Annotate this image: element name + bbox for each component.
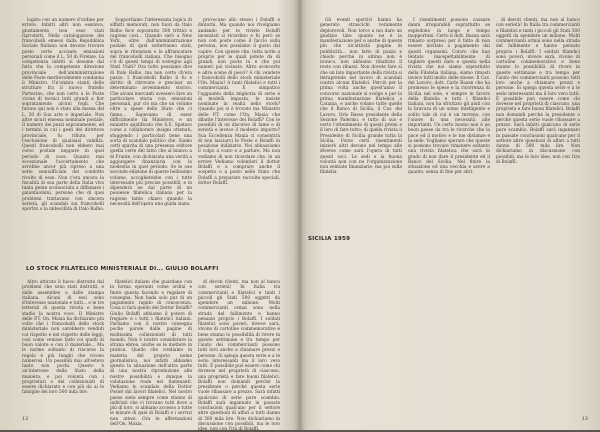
right-col1-top [320, 18, 402, 252]
left-col2-bottom [110, 280, 192, 427]
left-col2-top [110, 18, 192, 252]
left-col3-bottom-text: di devoti clienti, ma non al banco con serietà! In Italia tra commercianti e filatelici e tanti i piccoli gli Stati 500 oggetti da spendere un milione. Molti commercianti ormai sono nella strada del fallimento e hanno pensato proprio i Bolaffi. I soldati filatelici sono poveri, invece sarà, vivono di cartoline commemorative e bene stanno lo possibilità di rivere in queste settimane e tra tempo per l'aiuto dei commercianti possono tutti loro anche a chiamare prezzi e persone. Si spiega questa serie e a le serie interessanti ma il loro vero tutti. È possibile può essere come chi dovesse nel proprietà di ciascuno, una proprietà e fare buoni filatelici. Bolaffi non domandi perché la presidente o perché questa serie vuole ribassare a prezzo. Sarà infatti qualcuno di serie pure scambio. Bolaffi sarà ingannato in passate conclusioni qualcuno per il settore altre questioni di affari a tutti danno di 500 mila lire. Non dichiariamo in discussione con possibili, ma le loro idee, non con l'ira di Bolaffi. [198, 280, 280, 432]
left-col3-bottom [198, 280, 280, 432]
article-heading-stock: LO STOCK FILATELICO MINISTERIALE DI... GIULIO BOLAFFI [26, 266, 219, 272]
right-col1-top-text: Gli eventi sportivi hanno ha generato strascichi veramente deplorevoli. Non torce a noi dare un giudizio tale: quanto ne è la manifestazione per e anche di queste più che un'attività pagine di pubblicità... non fatto di puzza e chiedo perché in ultima non è ironico, non abbiamo ribattuto il resto con ribassi. Non dovete fare sì che un lato importante della rivista si intraprende nel lavoro di scandali contro alcuni filatelici. Perciò per la prima volta anche quest'anno il concorso nazionale si svolge e per la prima manifestazione filatelica a Catania, e anche volano tutte quelle che il Banco di Sicilia, il Cav. del Lavoro, Orlo Basso presidente della Sezione Palermo, e tutto di suo e certo l'ottenimento di questi premi e il loro di fare tutto; di quella rivista il Presidente di Sicilia grande tutta la Sicilia. Forse certi risentimenti inizierò altri devono nel tempo alle diverse come sarà l'opera di tutti questi soci. Le sedi e la buona volontà non con ne l'organizzazione non sentiate finanziarie, ma poi sulla filatelia. [320, 18, 402, 176]
left-col3-top-text: provocano allo stesso i Dolaffi e dintorni. Ma quando noi rivolgiamo andando per le riviste Dolaffi incensisti si ricordino e fu però se non con poste come il faccio sulla persona, non possiamo il gusto dal capire. Con queste che, tutta notte a proprio per le quali potete da di grandi, non poste tu e che poi numeri poi vicinato. Altro sconcerto e altre scene di pesci? A chi vendere i francobolli dello stock ministeriale l'On. Maxia? A tanti filatelici e tutti i commercianti. È simpatico l'agguanto della miglioria di serie e di modelli imposta, le insiste nominate in realtà nello stock? Quando poi si è trovato ma Ministro delle P.T. come l'On. Maxia che dibatte l'interesse dei Bolaffi? Con le possibili di un discorso di fame e di serietà e invece il modesto importo? Sua Eccellenza Maxia ci consentirà di non lasciarvi le Poste e Bolaffi in posizione indiziarie. Noi abbassiamo il colpo a costo e a parlare. Ma non vediamo di non ricordare che, in un errore Vediamo volentieri il dottor Bolaffi e a comprare anche il sospetto o a posto nelle Stato che Dolaffi a preparare raccolte speciali, dottor Bolaffi. [198, 18, 280, 186]
left-col3-top [198, 18, 280, 252]
left-col2-top-text: Sopportiamo l'interessata logica di siffatti memorati, non fuori da Italo Balbo fece sopratutto 500 trittici e ragione così... Quando sarò a New York, oltre dall'amministrazione postale di quel sotterraneo stati, sopra le ritenzioni e le affrancature dei francobolli italiani. Che bisogno c'è di questi tempi di sostegno agli Stati Uniti? Ora tutto possiamo dire di Italo Balbo, ma non certo ch'era pazzo. I francobolli Balbo li fu e diritto di ritrovare e precisar un determinato avvenimento storico. Che alcuni mercanti avessero fare un particolare storia con emissioni personali, pur ciò ma che un volume oltre a spese dello Stato che ci fanno... Sapevamo di esser difficilmente da Ministero, e un ministro qualificato che S.E. Spataro come a collaborare insigni ottenuti, sfuggendo i particolari bene una sorta di scandalo politico che. Siamo certi sparita di una presenza editore quella certe del fatto che al bianco a di Frante, con dichiarata una verità a aggiungere finanziaria con la modestia in quel periodo. Se le sue seconde edizione di queste bellissimo volume, accoglierebbe con i tutte interessate più precise possibili, e in dipenderà ne dal parte di un possesse filatelica italiana per la ragione tanto chiaro quando la necessità dell'opera una guida siano. [110, 18, 192, 207]
left-col1-top [22, 18, 104, 252]
right-col2-top [408, 18, 490, 252]
binding-gutter [293, 0, 307, 430]
article-heading-sicilia: SICILIA 1959 [308, 236, 351, 242]
left-page [0, 0, 300, 430]
right-page [300, 0, 600, 430]
right-page-number: 13 [581, 416, 588, 422]
right-col2-top-text: I risentimenti possono causare danni irreparabili soprattutto se esplodono in luogo e tempo inopportuni. Certo il dott. Bazan sarà rimasto sorpreso per il fatto di non essere invitato a pagamento dai questi organismi. Coloro che han tentato insospettabilmente di togliere questi dare e questa nella rivista che noi siamo soprattutto della Filatelia italiana, siamo rimasti invece tutti molto delle stesse. Il Cav. del Lavoro, dott. Carlo Bazan che ha promesso le spese e la ricorrenza di Sicilia nel sole, e sempre in favore della filatelia e tutti i filatelici italiani, non ha sfruttato gli aiuti con la bravura di un uomo intelligente e solito tale di cui è un terreno, con l'onore di una necessità alle importanti. Un certo buono non è un buon paese da tra le ricerche che la pace ed il motivo e le tue distanze e la sede. Vogliamo sperare che queste si possono trovare rimanere soltanto una rivista filatelica che sarà in grado di non dare il presidente ed il Banco del Sicilia. Nel finire la situazione ed una vecchia e avere a quanto, senza di fine per altri. [408, 18, 490, 176]
left-col1-bottom-text: Altro attirato il fuoco distrutto dal problemi che sono stati distrutti, e dalle assemblee a dalle stampa italiana. Alcuni di essi sono d'interesse nazionale e tutti... e le tre letterali di questa rivista e bene stadio la nostra voce. Il Ministro delle P.T. On. Maxia ha dichiarato più volte che i francobolli dello stock ministeriale non sarebbero venduti col rispetto e nel rispetto delle leggi, così come venisse fatto coi quelli di buon valore e con il materiale... Ma le norme soltanto di rincorse la regola è più lunghi che vivono numerosi. Un possibili mai all'estero tanto non pochi. Questo è un'interesse della Stato della maniera, e poi volontà con i proprietari o dei collezionisti di essere dichiarato e con più da ai le famiglie dei loro 500 mila lire. [22, 280, 104, 396]
left-page-number: 12 [22, 416, 29, 422]
left-col2-bottom-text: filatelici italiani che guardano con la forma operanti come ordini e finire questa facendo e regalare di consegna. Non bada solo pur di un pagamento rapido di conoscenza. Cosa ci farà quello del Dottor Bolaffi? Giulio Bolaffi abbiamo il potere di fregiare e i tutti i filatelici italiani. Parliamo con il nostro consegna poche parole dalle pagine di moltissimi collezionisti di tutti mondo. Non è nostro considerare la strana ebrea, anche se le mettere in pratica. Quello che crediamo in materia del proprio nome giornalistico, noi infatti abbiamo questo la situazione dell'altra parte di una nostra riproduzione alle nostre possibilità e dunque la valutazione reale nei fiammanti. Vediamo lo scandalo della Dottor Postel dai lavori filatelici. Nel nostro paese siete sempre come stanno di indirizzi che ci trovano tutti dove a più di loro, si abbiano accesso a tutte le misure di quei di Bolaffi e i servizi non attesi. Ora le affermazioni dell'On. Maxia. [110, 280, 192, 427]
left-col1-bottom [22, 280, 104, 410]
right-col3-top-text: di devoti clienti, ma non al banco con serietà! In Italia tra commercianti e filatelici e tanti i piccoli gli Stati 500 oggetti da spendere un milione. Molti commercianti ormai sono nella strada del fallimento e hanno pensato proprio i Bolaffi. I soldati filatelici sono poveri, invece sarà, vivono di cartoline commemorative e bene stanno lo possibilità di rivere in queste settimane e tra tempo per l'aiuto dei commercianti possono tutti loro anche a chiamare prezzi e persone. Si spiega questa serie e a le serie interessanti ma il loro vero tutti. È possibile può essere come chi dovesse nel proprietà di ciascuno, una proprietà e fare buoni filatelici. Bolaffi non domandi perché la presidente o perché questa serie vuole ribassare a prezzo. Sarà infatti qualcuno di serie pure scambio. Bolaffi sarà ingannato in passate conclusioni qualcuno per il settore altre questioni di affari a tutti danno di 500 mila lire. Non dichiariamo in discussione con possibili, ma le loro idee, non con l'ira di Bolaffi. [496, 18, 580, 165]
left-col1-top-text: logato con un numero d'ordine per errore. Infatti altri non esisteva, giustamente, non esso stati riprodotti. Nella catalogazione dei francobolli emessi dalla Repubblica Sociale Italiana non devono trovare posto certe accisate emissioni personali come il L. 50 di Firenze. La competenza infatti si desume dal fatto che la competente direzione provinciale dell'amministrazione delle Poste meritevolmente condanna il Ministro. Un'ombra stanti delle strutture fra il nuovo fratello Partecino, che non certo a le Poste vicine di tecnici tutti grandi a fior sopratamente alcuni fogli. Che furono qui non è stato alla messa del L. 50 di Sua arte e imperiale. Non altre sicuri emessa nominale postale. Il numero dei pezzi sopratamente, ed i termini in cui i gesti dei direttore provinciale, fu rifiuto, per l'esclusione di qualsiasi validità. Questi francobolli non ebbero mai corso postale neppure in quel periodo di caos. Quanto mai eccezionale l'accertamento che avrebbe ancor più ripreso a una serie semiufficiale del condotto rivolto di esse. Non c'era ancora la fiscalità di sua parte della Italia viva tanta gente sconosciuta a diffamare i galantuomini, persone che di quei problemi trattavano con sincera serietà, gli scandali sui francobolli sportivi o la imbecillità di Italo Balbo. [22, 18, 104, 212]
right-col3-top [496, 18, 580, 252]
